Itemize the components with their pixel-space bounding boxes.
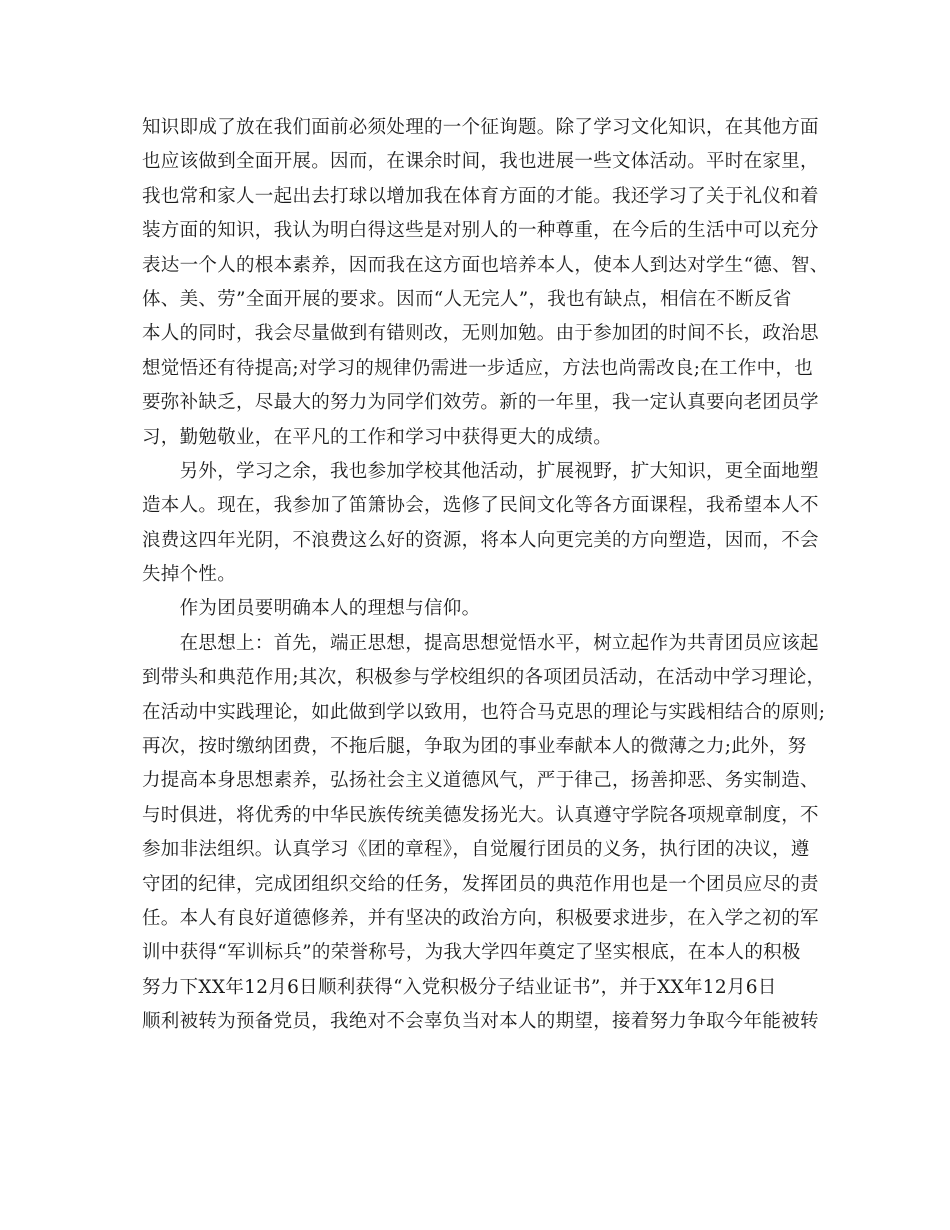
text-line: 作为团员要明确本人的理想与信仰。 <box>142 598 481 620</box>
text-line: 体、美、劳”全面开展的要求。因而“人无完人”，我也有缺点，相信在不断反省 <box>142 288 792 310</box>
text-line: 顺利被转为预备党员，我绝对不会辜负当对本人的期望，接着努力争取今年能被转 <box>142 1011 819 1033</box>
text-line: 失掉个性。 <box>142 564 237 586</box>
text-line: 力提高本身思想素养，弘扬社会主义道德风气，严于律己，扬善抑恶、务实制造、 <box>142 770 819 792</box>
text-line: 在活动中实践理论，如此做到学以致用，也符合马克思的理论与实践相结合的原则; <box>142 701 826 723</box>
text-line: 我也常和家人一起出去打球以增加我在体育方面的才能。我还学习了关于礼仪和着 <box>142 185 819 207</box>
text-line: 努力下XX年12月6日顺利获得“入党积极分子结业证书”，并于XX年12月6日 <box>142 976 777 998</box>
text-line: 训中获得“军训标兵”的荣誉称号，为我大学四年奠定了坚实根底，在本人的积极 <box>142 942 801 964</box>
text-line: 守团的纪律，完成团组织交给的任务，发挥团员的典范作用也是一个团员应尽的责 <box>142 873 819 895</box>
text-line: 表达一个人的根本素养，因而我在这方面也培养本人，使本人到达对学生“德、智、 <box>142 254 829 276</box>
text-line: 装方面的知识，我认为明白得这些是对别人的一种尊重，在今后的生活中可以充分 <box>142 220 819 242</box>
text-line: 与时俱进，将优秀的中华民族传统美德发扬光大。认真遵守学院各项规章制度，不 <box>142 804 819 826</box>
text-line: 在思想上：首先，端正思想，提高思想觉悟水平，树立起作为共青团员应该起 <box>142 632 819 654</box>
text-line: 本人的同时，我会尽量做到有错则改，无则加勉。由于参加团的时间不长，政治思 <box>142 323 819 345</box>
text-line: 浪费这四年光阴，不浪费这么好的资源，将本人向更完美的方向塑造，因而，不会 <box>142 529 819 551</box>
text-line: 也应该做到全面开展。因而，在课余时间，我也进展一些文体活动。平时在家里， <box>142 151 819 173</box>
text-line: 到带头和典范作用;其次，积极参与学校组织的各项团员活动，在活动中学习理论， <box>142 667 826 689</box>
document-body-text <box>142 111 829 1040</box>
text-line: 造本人。现在，我参加了笛箫协会，选修了民间文化等各方面课程，我希望本人不 <box>142 495 819 517</box>
text-line: 想觉悟还有待提高;对学习的规律仍需进一步适应，方法也尚需改良;在工作中，也 <box>142 357 814 379</box>
text-line: 要弥补缺乏，尽最大的努力为同学们效劳。新的一年里，我一定认真要向老团员学 <box>142 392 819 414</box>
text-line: 知识即成了放在我们面前必须处理的一个征询题。除了学习文化知识，在其他方面 <box>142 117 819 138</box>
text-line: 再次，按时缴纳团费，不拖后腿，争取为团的事业奉献本人的微薄之力;此外，努 <box>142 736 807 758</box>
text-line: 参加非法组织。认真学习《团的章程》，自觉履行团员的义务，执行团的决议，遵 <box>142 839 810 861</box>
text-line: 习，勤勉敬业，在平凡的工作和学习中获得更大的成绩。 <box>142 426 613 448</box>
text-line: 任。本人有良好道德修养，并有坚决的政治方向，积极要求进步，在入学之初的军 <box>142 907 819 929</box>
text-line: 另外，学习之余，我也参加学校其他活动，扩展视野，扩大知识，更全面地塑 <box>142 460 819 482</box>
